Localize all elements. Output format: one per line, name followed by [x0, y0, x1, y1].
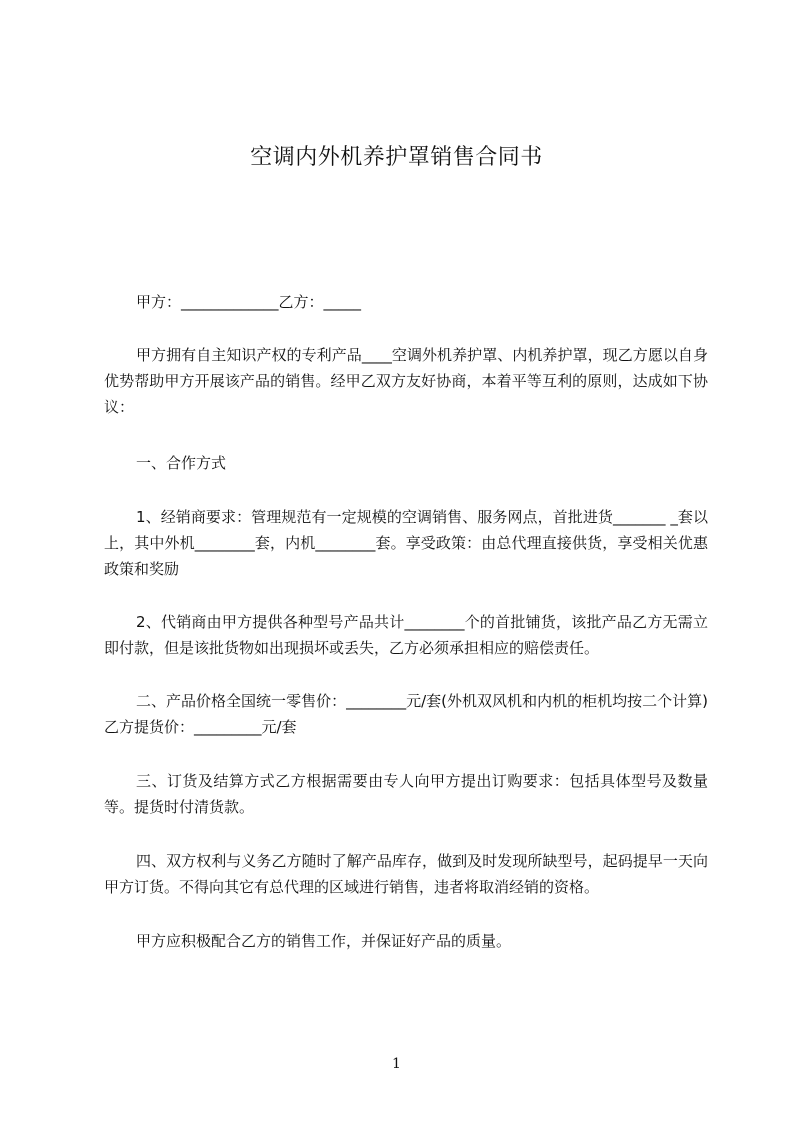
- section-3-ordering: 三、订货及结算方式乙方根据需要由专人向甲方提出订购要求：包括具体型号及数量等。提货时付清货款。: [104, 772, 708, 816]
- clause-1: 1、经销商要求：管理规范有一定规模的空调销售、服务网点，首批进货_______ _套以上，其中外机________套，内机________套。享受政策：由总代理直接供货，享受相关优惠政策和奖励: [104, 508, 708, 578]
- document-title: 空调内外机养护罩销售合同书: [250, 145, 543, 170]
- parties-line: 甲方：_____________乙方：_____: [136, 293, 362, 311]
- section-2-pricing: 二、产品价格全国统一零售价：________元/套(外机双风机和内机的柜机均按二个计算)乙方提货价：_________元/套: [104, 692, 708, 736]
- page-number: 1: [392, 1056, 401, 1072]
- intro-paragraph: 甲方拥有自主知识产权的专利产品____空调外机养护罩、内机养护罩，现乙方愿以自身优势帮助甲方开展该产品的销售。经甲乙双方友好协商，本着平等互利的原则，达成如下协议：: [104, 346, 708, 416]
- clause-2: 2、代销商由甲方提供各种型号产品共计________个的首批铺货，该批产品乙方无需立即付款，但是该批货物如出现损坏或丢失，乙方必须承担相应的赔偿责任。: [104, 613, 708, 657]
- section-4-rights: 四、双方权利与义务乙方随时了解产品库存，做到及时发现所缺型号，起码提早一天向甲方订货。不得向其它有总代理的区域进行销售，违者将取消经销的资格。: [104, 852, 708, 896]
- section-1-heading: 一、合作方式: [136, 454, 227, 472]
- closing-paragraph: 甲方应积极配合乙方的销售工作，并保证好产品的质量。: [136, 932, 512, 950]
